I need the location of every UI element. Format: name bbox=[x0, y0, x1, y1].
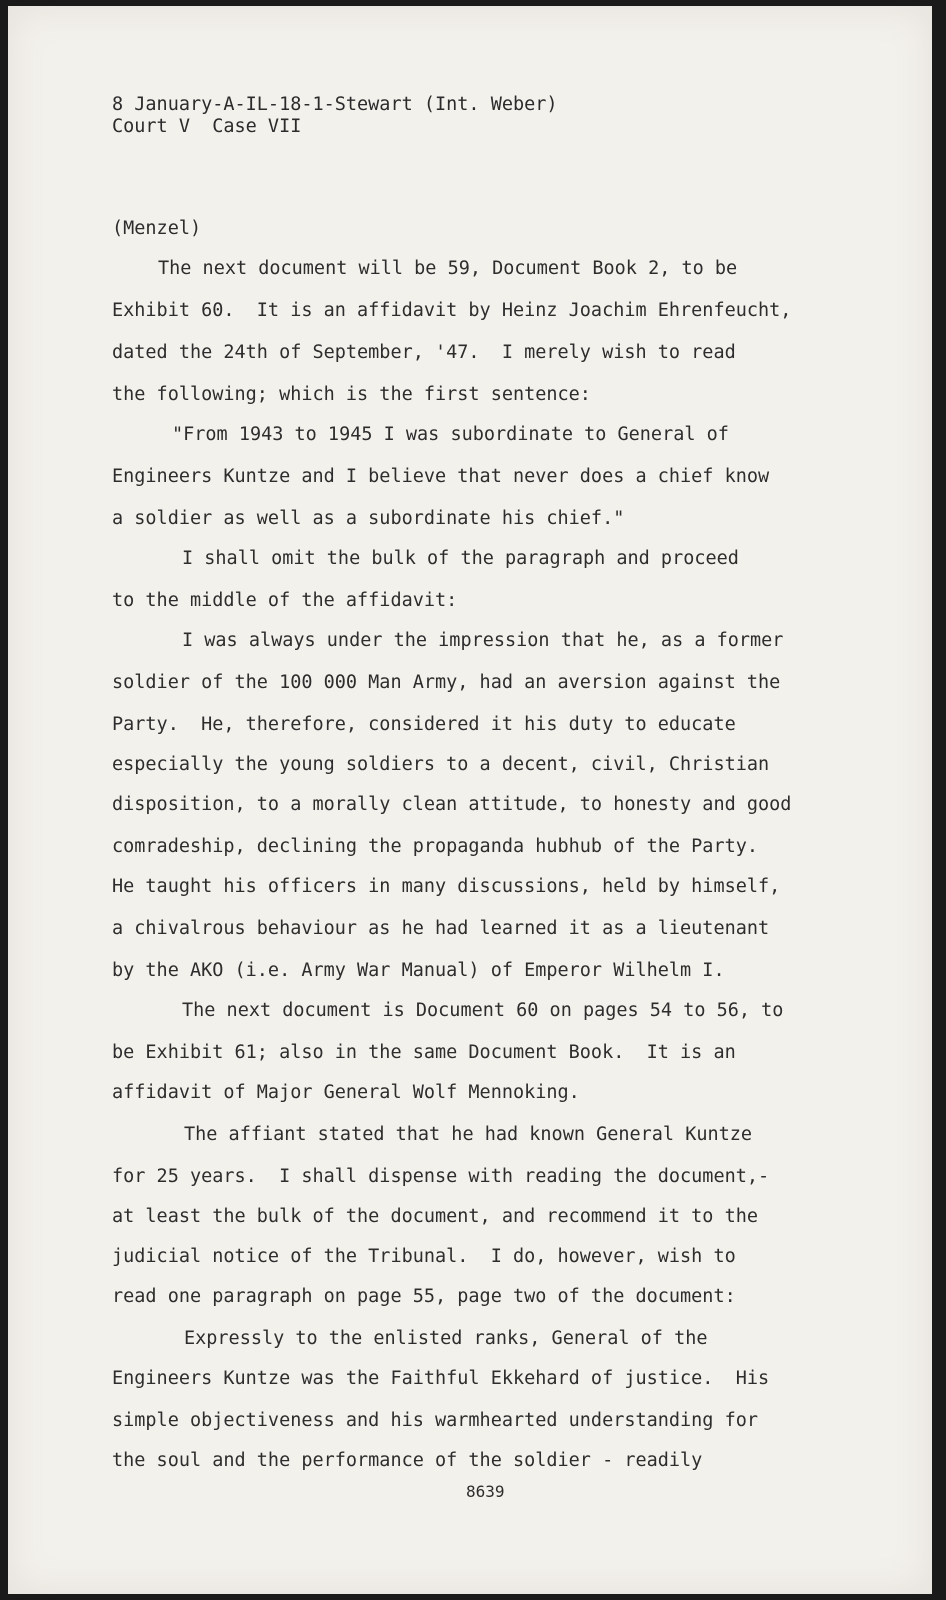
text-line: read one paragraph on page 55, page two of the document: bbox=[112, 1286, 736, 1307]
text-line: simple objectiveness and his warmhearted understanding for bbox=[112, 1410, 759, 1431]
text-line: soldier of the 100 000 Man Army, had an aversion against the bbox=[112, 672, 781, 693]
text-line: The affiant stated that he had known General Kuntze bbox=[184, 1124, 753, 1145]
text-line: at least the bulk of the document, and recommend it to the bbox=[112, 1206, 759, 1227]
text-line: dated the 24th of September, '47. I merely wish to read bbox=[112, 342, 736, 363]
text-line: affidavit of Major General Wolf Mennoking. bbox=[112, 1082, 580, 1103]
text-line: The next document is Document 60 on pages 54 to 56, to bbox=[182, 1000, 784, 1021]
text-line: I shall omit the bulk of the paragraph and proceed bbox=[182, 548, 739, 569]
text-line: especially the young soldiers to a decent, civil, Christian bbox=[112, 754, 770, 775]
text-line: be Exhibit 61; also in the same Document Book. It is an bbox=[112, 1042, 736, 1063]
text-line: a soldier as well as a subordinate his chief." bbox=[112, 508, 625, 529]
text-line: disposition, to a morally clean attitude, to honesty and good bbox=[112, 794, 792, 815]
text-line: by the AKO (i.e. Army War Manual) of Emperor Wilhelm I. bbox=[112, 960, 725, 981]
text-line: Expressly to the enlisted ranks, General of the bbox=[184, 1328, 708, 1349]
text-line: Engineers Kuntze and I believe that never does a chief know bbox=[112, 466, 770, 487]
text-line: the soul and the performance of the soldier - readily bbox=[112, 1450, 703, 1471]
text-line: "From 1943 to 1945 I was subordinate to General of bbox=[172, 424, 729, 445]
text-line: the following; which is the first sentence: bbox=[112, 384, 591, 405]
text-line: Engineers Kuntze was the Faithful Ekkehard of justice. His bbox=[112, 1368, 770, 1389]
text-line: Exhibit 60. It is an affidavit by Heinz Joachim Ehrenfeucht, bbox=[112, 300, 792, 321]
text-line: to the middle of the affidavit: bbox=[112, 590, 458, 611]
header-line-2: Court V Case VII bbox=[112, 116, 302, 137]
speaker-label: (Menzel) bbox=[112, 218, 202, 239]
text-line: He taught his officers in many discussions, held by himself, bbox=[112, 876, 781, 897]
text-line: The next document will be 59, Document Book 2, to be bbox=[158, 258, 738, 279]
header-line-1: 8 January-A-IL-18-1-Stewart (Int. Weber) bbox=[112, 94, 558, 115]
text-line: Party. He, therefore, considered it his duty to educate bbox=[112, 714, 736, 735]
text-line: for 25 years. I shall dispense with reading the document,- bbox=[112, 1166, 770, 1187]
text-line: I was always under the impression that he, as a former bbox=[182, 630, 784, 651]
text-line: a chivalrous behaviour as he had learned it as a lieutenant bbox=[112, 918, 770, 939]
page-number: 8639 bbox=[466, 1482, 505, 1501]
document-page bbox=[8, 6, 932, 1594]
text-line: judicial notice of the Tribunal. I do, however, wish to bbox=[112, 1246, 736, 1267]
text-line: comradeship, declining the propaganda hubhub of the Party. bbox=[112, 836, 759, 857]
